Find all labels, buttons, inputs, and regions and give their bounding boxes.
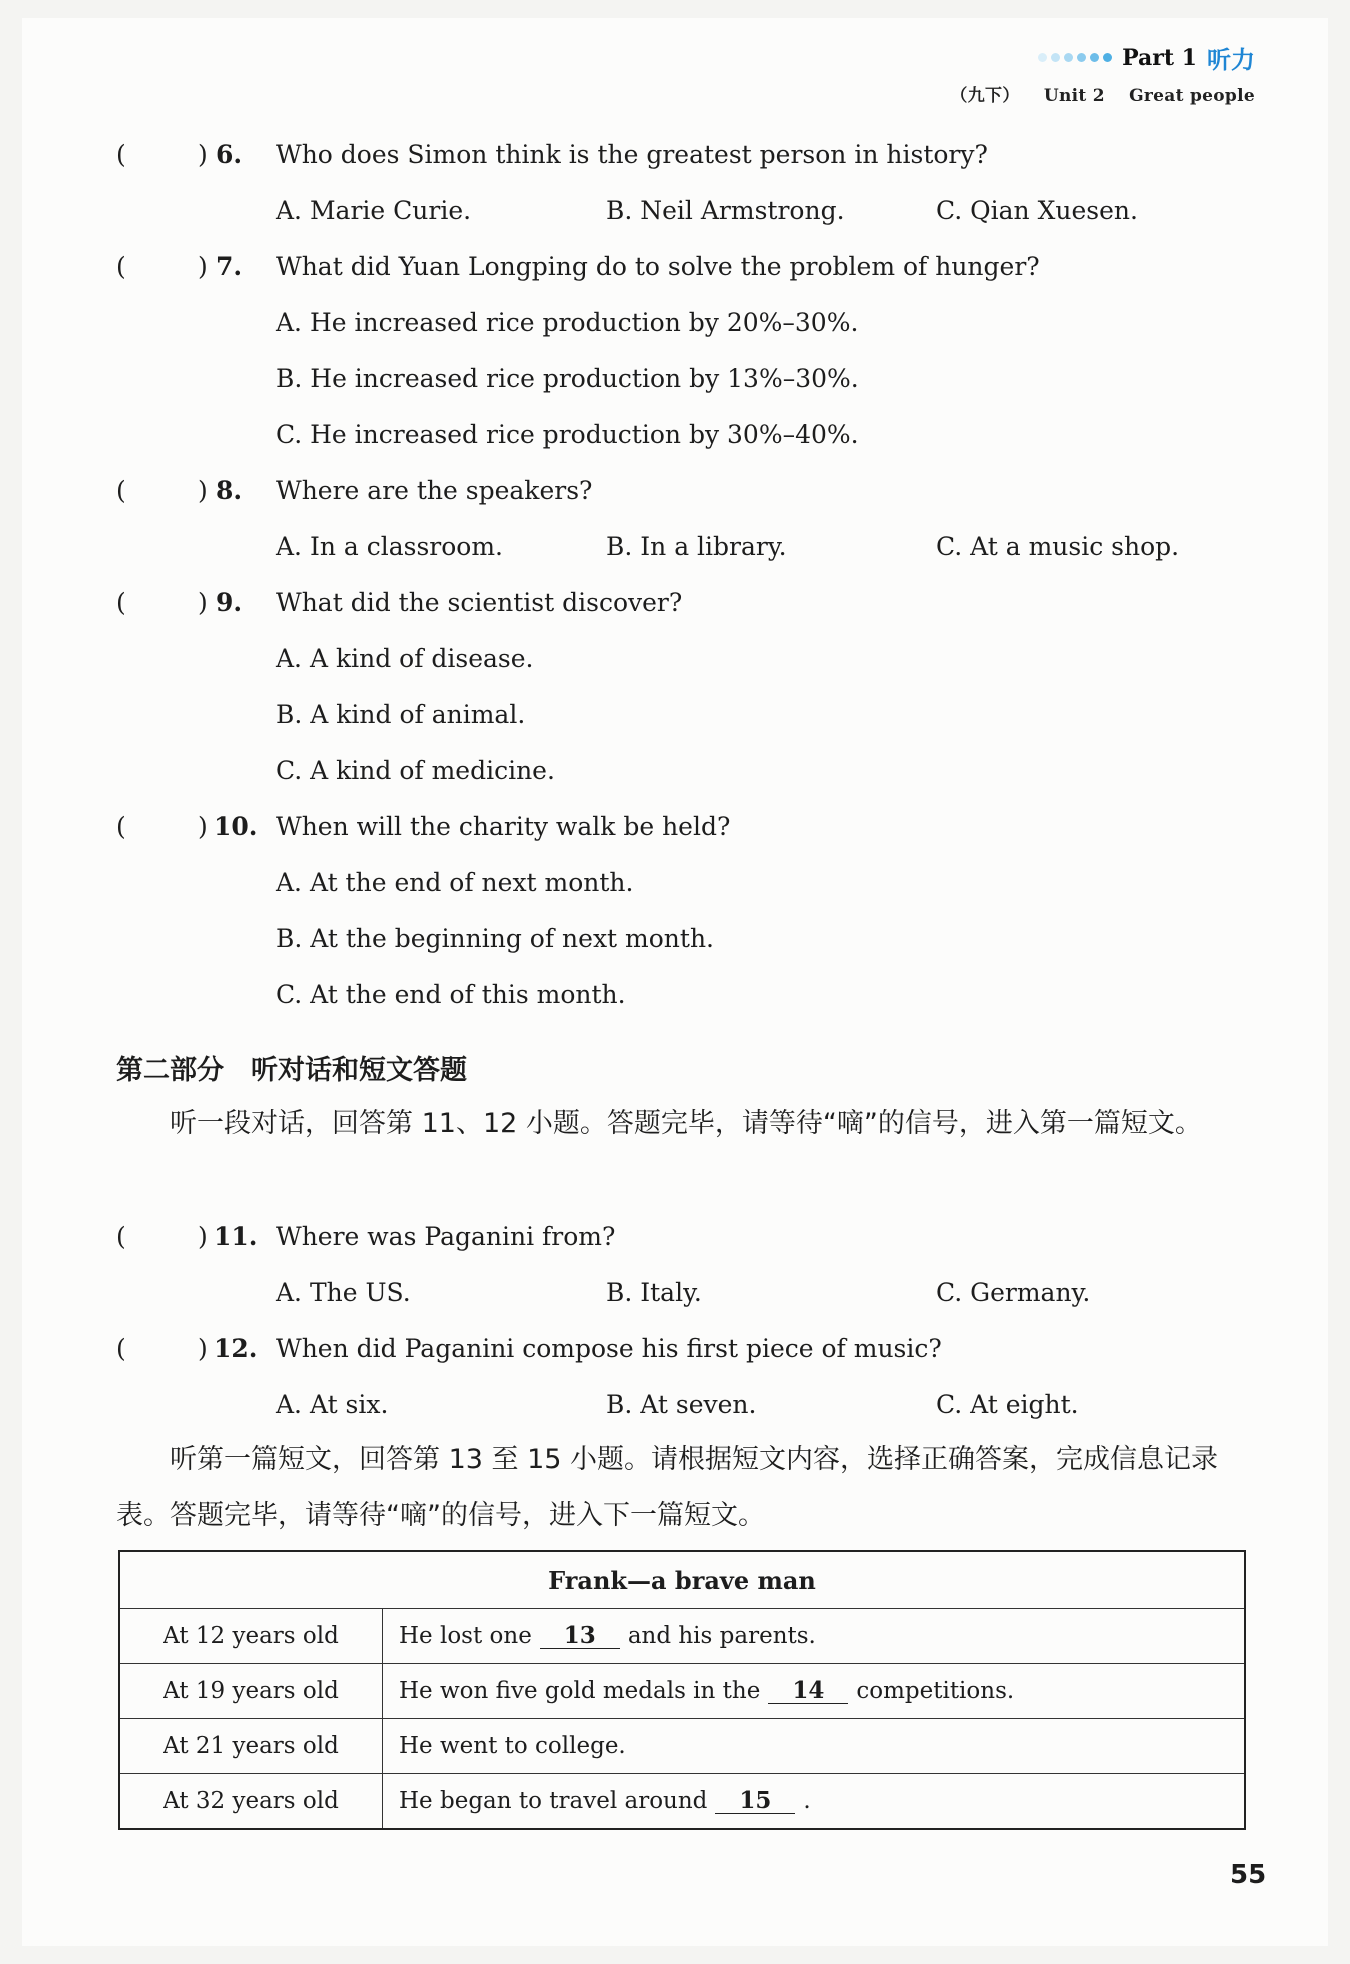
unit-title: Great people xyxy=(1129,86,1255,106)
option-c: C. He increased rice production by 30%–40%. xyxy=(276,420,859,449)
option-c: C. At the end of this month. xyxy=(276,980,626,1009)
answer-paren-left[interactable]: ( xyxy=(116,1222,126,1251)
dot-icon xyxy=(1051,53,1060,62)
option-b: B. A kind of animal. xyxy=(276,700,526,729)
age-cell: At 12 years old xyxy=(119,1609,383,1664)
grade-label: （九下） xyxy=(950,86,1020,106)
answer-paren-right: ) xyxy=(198,140,208,169)
option-c: C. At a music shop. xyxy=(936,532,1180,561)
answer-paren-right: ) xyxy=(198,476,208,505)
option-a: A. In a classroom. xyxy=(276,532,503,561)
part-cn-label: 听力 xyxy=(1207,46,1255,74)
dot-icon xyxy=(1077,53,1086,62)
table-row xyxy=(119,1609,1245,1664)
section-instructions-2: 听第一篇短文，回答第 13 至 15 小题。请根据短文内容，选择正确答案，完成信息记录表。答题完毕，请等待“嘀”的信号，进入下一篇短文。 xyxy=(116,1444,1219,1531)
dot-icon xyxy=(1064,53,1073,62)
desc-text: and his parents. xyxy=(627,1623,816,1649)
option-a: A. The US. xyxy=(276,1278,411,1307)
description-cell xyxy=(383,1664,1246,1719)
info-record-table xyxy=(118,1550,1246,1830)
answer-paren-left[interactable]: ( xyxy=(116,476,126,505)
question-text: Where was Paganini from? xyxy=(276,1222,616,1251)
question-number: 6. xyxy=(216,140,243,169)
option-c: C. Germany. xyxy=(936,1278,1091,1307)
question-number: 11. xyxy=(214,1222,258,1251)
table-row xyxy=(119,1774,1245,1830)
answer-paren-left[interactable]: ( xyxy=(116,140,126,169)
question-number: 9. xyxy=(216,588,243,617)
description-cell xyxy=(383,1609,1246,1664)
age-cell: At 32 years old xyxy=(119,1774,383,1830)
table-row xyxy=(119,1719,1245,1774)
dot-icon xyxy=(1103,53,1112,62)
age-cell: At 21 years old xyxy=(119,1719,383,1774)
answer-paren-right: ) xyxy=(198,1222,208,1251)
option-b: B. Italy. xyxy=(606,1278,702,1307)
question-text: When did Paganini compose his first piece of music? xyxy=(276,1334,942,1363)
age-cell: At 19 years old xyxy=(119,1664,383,1719)
section-instructions-1: 听一段对话，回答第 11、12 小题。答题完毕，请等待“嘀”的信号，进入第一篇短文。 xyxy=(170,1108,1202,1139)
dot-icon xyxy=(1090,53,1099,62)
description-cell xyxy=(383,1719,1246,1774)
question-text: What did the scientist discover? xyxy=(276,588,683,617)
option-c: C. At eight. xyxy=(936,1390,1079,1419)
answer-blank-15[interactable]: 15 xyxy=(715,1789,795,1814)
desc-text: . xyxy=(803,1788,811,1814)
answer-paren-left[interactable]: ( xyxy=(116,812,126,841)
option-b: B. At the beginning of next month. xyxy=(276,924,715,953)
option-b: B. At seven. xyxy=(606,1390,757,1419)
option-a: A. Marie Curie. xyxy=(276,196,472,225)
option-b: B. Neil Armstrong. xyxy=(606,196,845,225)
option-a: A. He increased rice production by 20%–30%. xyxy=(276,308,859,337)
question-number: 7. xyxy=(216,252,243,281)
answer-blank-13[interactable]: 13 xyxy=(540,1624,620,1649)
page-header xyxy=(950,40,1255,106)
question-number: 8. xyxy=(216,476,243,505)
question-number: 10. xyxy=(214,812,258,841)
page-number: 55 xyxy=(1230,1860,1267,1890)
desc-text: He won five gold medals in the xyxy=(399,1678,761,1704)
table-header-row xyxy=(119,1551,1245,1609)
option-b: B. He increased rice production by 13%–30%. xyxy=(276,364,859,393)
description-cell xyxy=(383,1774,1246,1830)
option-c: C. A kind of medicine. xyxy=(276,756,555,785)
desc-text: competitions. xyxy=(856,1678,1015,1704)
part-label: Part 1 xyxy=(1122,44,1197,71)
dot-icon xyxy=(1038,53,1047,62)
answer-paren-left[interactable]: ( xyxy=(116,1334,126,1363)
unit-label: Unit 2 xyxy=(1043,86,1105,106)
answer-blank-14[interactable]: 14 xyxy=(768,1679,848,1704)
desc-text: He lost one xyxy=(399,1623,532,1649)
section-title: 第二部分 听对话和短文答题 xyxy=(116,1055,467,1086)
option-b: B. In a library. xyxy=(606,532,787,561)
table-row xyxy=(119,1664,1245,1719)
desc-text: He began to travel around xyxy=(399,1788,708,1814)
answer-paren-right: ) xyxy=(198,588,208,617)
answer-paren-left[interactable]: ( xyxy=(116,588,126,617)
option-a: A. At the end of next month. xyxy=(276,868,634,897)
answer-paren-left[interactable]: ( xyxy=(116,252,126,281)
decorative-dots xyxy=(1038,53,1112,62)
answer-paren-right: ) xyxy=(198,812,208,841)
question-text: Where are the speakers? xyxy=(276,476,593,505)
answer-paren-right: ) xyxy=(198,252,208,281)
option-a: A. At six. xyxy=(276,1390,389,1419)
answer-paren-right: ) xyxy=(198,1334,208,1363)
question-text: What did Yuan Longping do to solve the problem of hunger? xyxy=(276,252,1040,281)
option-a: A. A kind of disease. xyxy=(276,644,534,673)
option-c: C. Qian Xuesen. xyxy=(936,196,1138,225)
question-text: When will the charity walk be held? xyxy=(276,812,731,841)
question-text: Who does Simon think is the greatest person in history? xyxy=(276,140,988,169)
desc-text: He went to college. xyxy=(399,1733,626,1759)
question-number: 12. xyxy=(214,1334,258,1363)
table-title: Frank—a brave man xyxy=(119,1551,1245,1609)
